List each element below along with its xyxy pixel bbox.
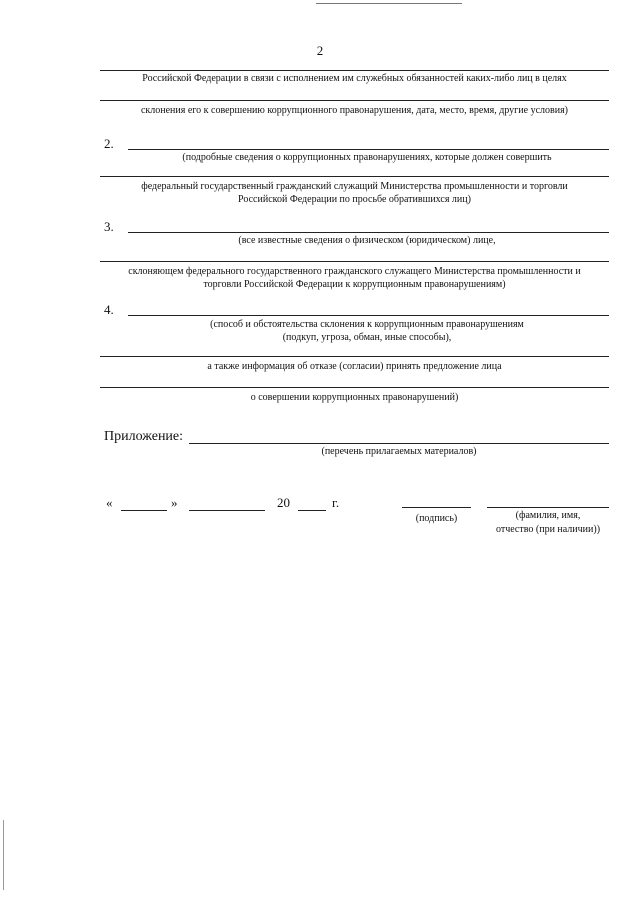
signature-caption: (подпись): [415, 513, 458, 524]
section3-rule: [100, 261, 609, 262]
page-number: 2: [316, 43, 324, 58]
section2-number: 2.: [104, 136, 114, 151]
section2-line1: (подробные сведения о коррупционных правонарушениях, которые должен совершить: [182, 152, 552, 163]
section1-top-rule: [100, 70, 609, 71]
section3-number: 3.: [104, 219, 114, 234]
section4-line4: о совершении коррупционных правонарушений): [250, 392, 459, 403]
date-year-line: [298, 510, 326, 511]
scan-edge-left: [3, 820, 4, 890]
date-close-quote: »: [171, 495, 178, 510]
section4-line1: (способ и обстоятельства склонения к коррупционным правонарушениям: [210, 319, 524, 330]
section2-rule: [100, 176, 609, 177]
section4-line3: а также информация об отказе (согласии) принять предложение лица: [207, 361, 502, 372]
section4-rule-2: [100, 387, 609, 388]
name-caption-line1: (фамилия, имя,: [515, 510, 581, 521]
section3-line2: склоняющем федерального государственного гражданского служащего Министерства промышленности и: [128, 266, 581, 277]
name-line: [487, 507, 609, 508]
section3-line3: торговли Российской Федерации к коррупционным правонарушениям): [203, 279, 506, 290]
section1-middle-rule: [100, 100, 609, 101]
section4-number: 4.: [104, 302, 114, 317]
date-open-quote: «: [106, 495, 113, 510]
name-caption-line2: отчество (при наличии)): [495, 524, 601, 535]
section2-line3: Российской Федерации по просьбе обратившихся лиц): [238, 194, 471, 205]
date-month-line: [189, 510, 265, 511]
section4-fill-line: [128, 315, 609, 316]
signature-line: [402, 507, 471, 508]
section1-line2: склонения его к совершению коррупционного правонарушения, дата, место, время, другие условия): [140, 105, 568, 116]
attachment-caption: (перечень прилагаемых материалов): [321, 446, 477, 457]
section4-rule-1: [100, 356, 609, 357]
date-year-suffix: г.: [332, 495, 340, 510]
attachment-fill-line: [189, 443, 609, 444]
section3-fill-line: [128, 232, 609, 233]
section3-line1: (все известные сведения о физическом (юридическом) лице,: [238, 235, 496, 246]
date-year-prefix: 20: [277, 495, 290, 510]
section4-line2: (подкуп, угроза, обман, иные способы),: [282, 332, 452, 343]
section2-line2: федеральный государственный гражданский служащий Министерства промышленности и торговли: [141, 181, 568, 192]
section1-line1: Российской Федерации в связи с исполнением им служебных обязанностей каких-либо лиц в целях: [142, 73, 567, 84]
attachment-label: Приложение:: [104, 429, 184, 444]
scan-edge-top: [316, 3, 462, 4]
date-day-line: [121, 510, 167, 511]
section2-fill-line: [128, 149, 609, 150]
